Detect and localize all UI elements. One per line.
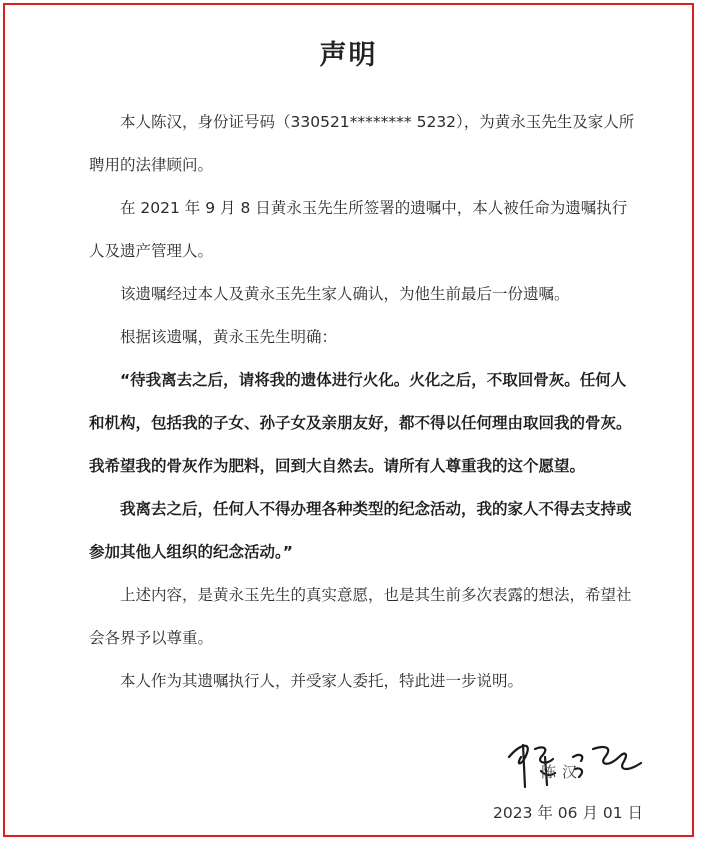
paragraph-confirmation: 该遗嘱经过本人及黄永玉先生家人确认，为他生前最后一份遗嘱。 xyxy=(120,285,570,303)
paragraph-will-intro: 根据该遗嘱，黄永玉先生明确： xyxy=(120,328,338,346)
document-body xyxy=(89,101,641,703)
paragraph-will-quote-2: 我离去之后，任何人不得办理各种类型的纪念活动，我的家人不得去支持或参加其他人组织的纪念活动。” xyxy=(89,500,632,561)
paragraph-closing: 本人作为其遗嘱执行人，并受家人委托，特此进一步说明。 xyxy=(120,672,524,690)
signature-printed-name: 陈汉 xyxy=(541,763,584,781)
paragraph-request: 上述内容，是黄永玉先生的真实意愿，也是其生前多次表露的想法，希望社会各界予以尊重。 xyxy=(89,586,632,647)
paragraph-appointment: 在 2021 年 9 月 8 日黄永玉先生所签署的遗嘱中，本人被任命为遗嘱执行人及遗产管理人。 xyxy=(89,199,628,260)
document-title: 声明 xyxy=(319,40,378,71)
handwritten-signature xyxy=(501,727,651,797)
document-date: 2023 年 06 月 01 日 xyxy=(493,804,644,822)
paragraph-identity: 本人陈汉，身份证号码（330521******** 5232），为黄永玉先生及家人所聘用的法律顾问。 xyxy=(89,113,635,174)
document-frame xyxy=(3,3,694,837)
paragraph-will-quote-1: “待我离去之后，请将我的遗体进行火化。火化之后，不取回骨灰。任何人和机构，包括我的子女、孙子女及亲朋友好，都不得以任何理由取回我的骨灰。我希望我的骨灰作为肥料，回到大自然去。请所有人尊重我的这个愿望。 xyxy=(89,371,632,475)
